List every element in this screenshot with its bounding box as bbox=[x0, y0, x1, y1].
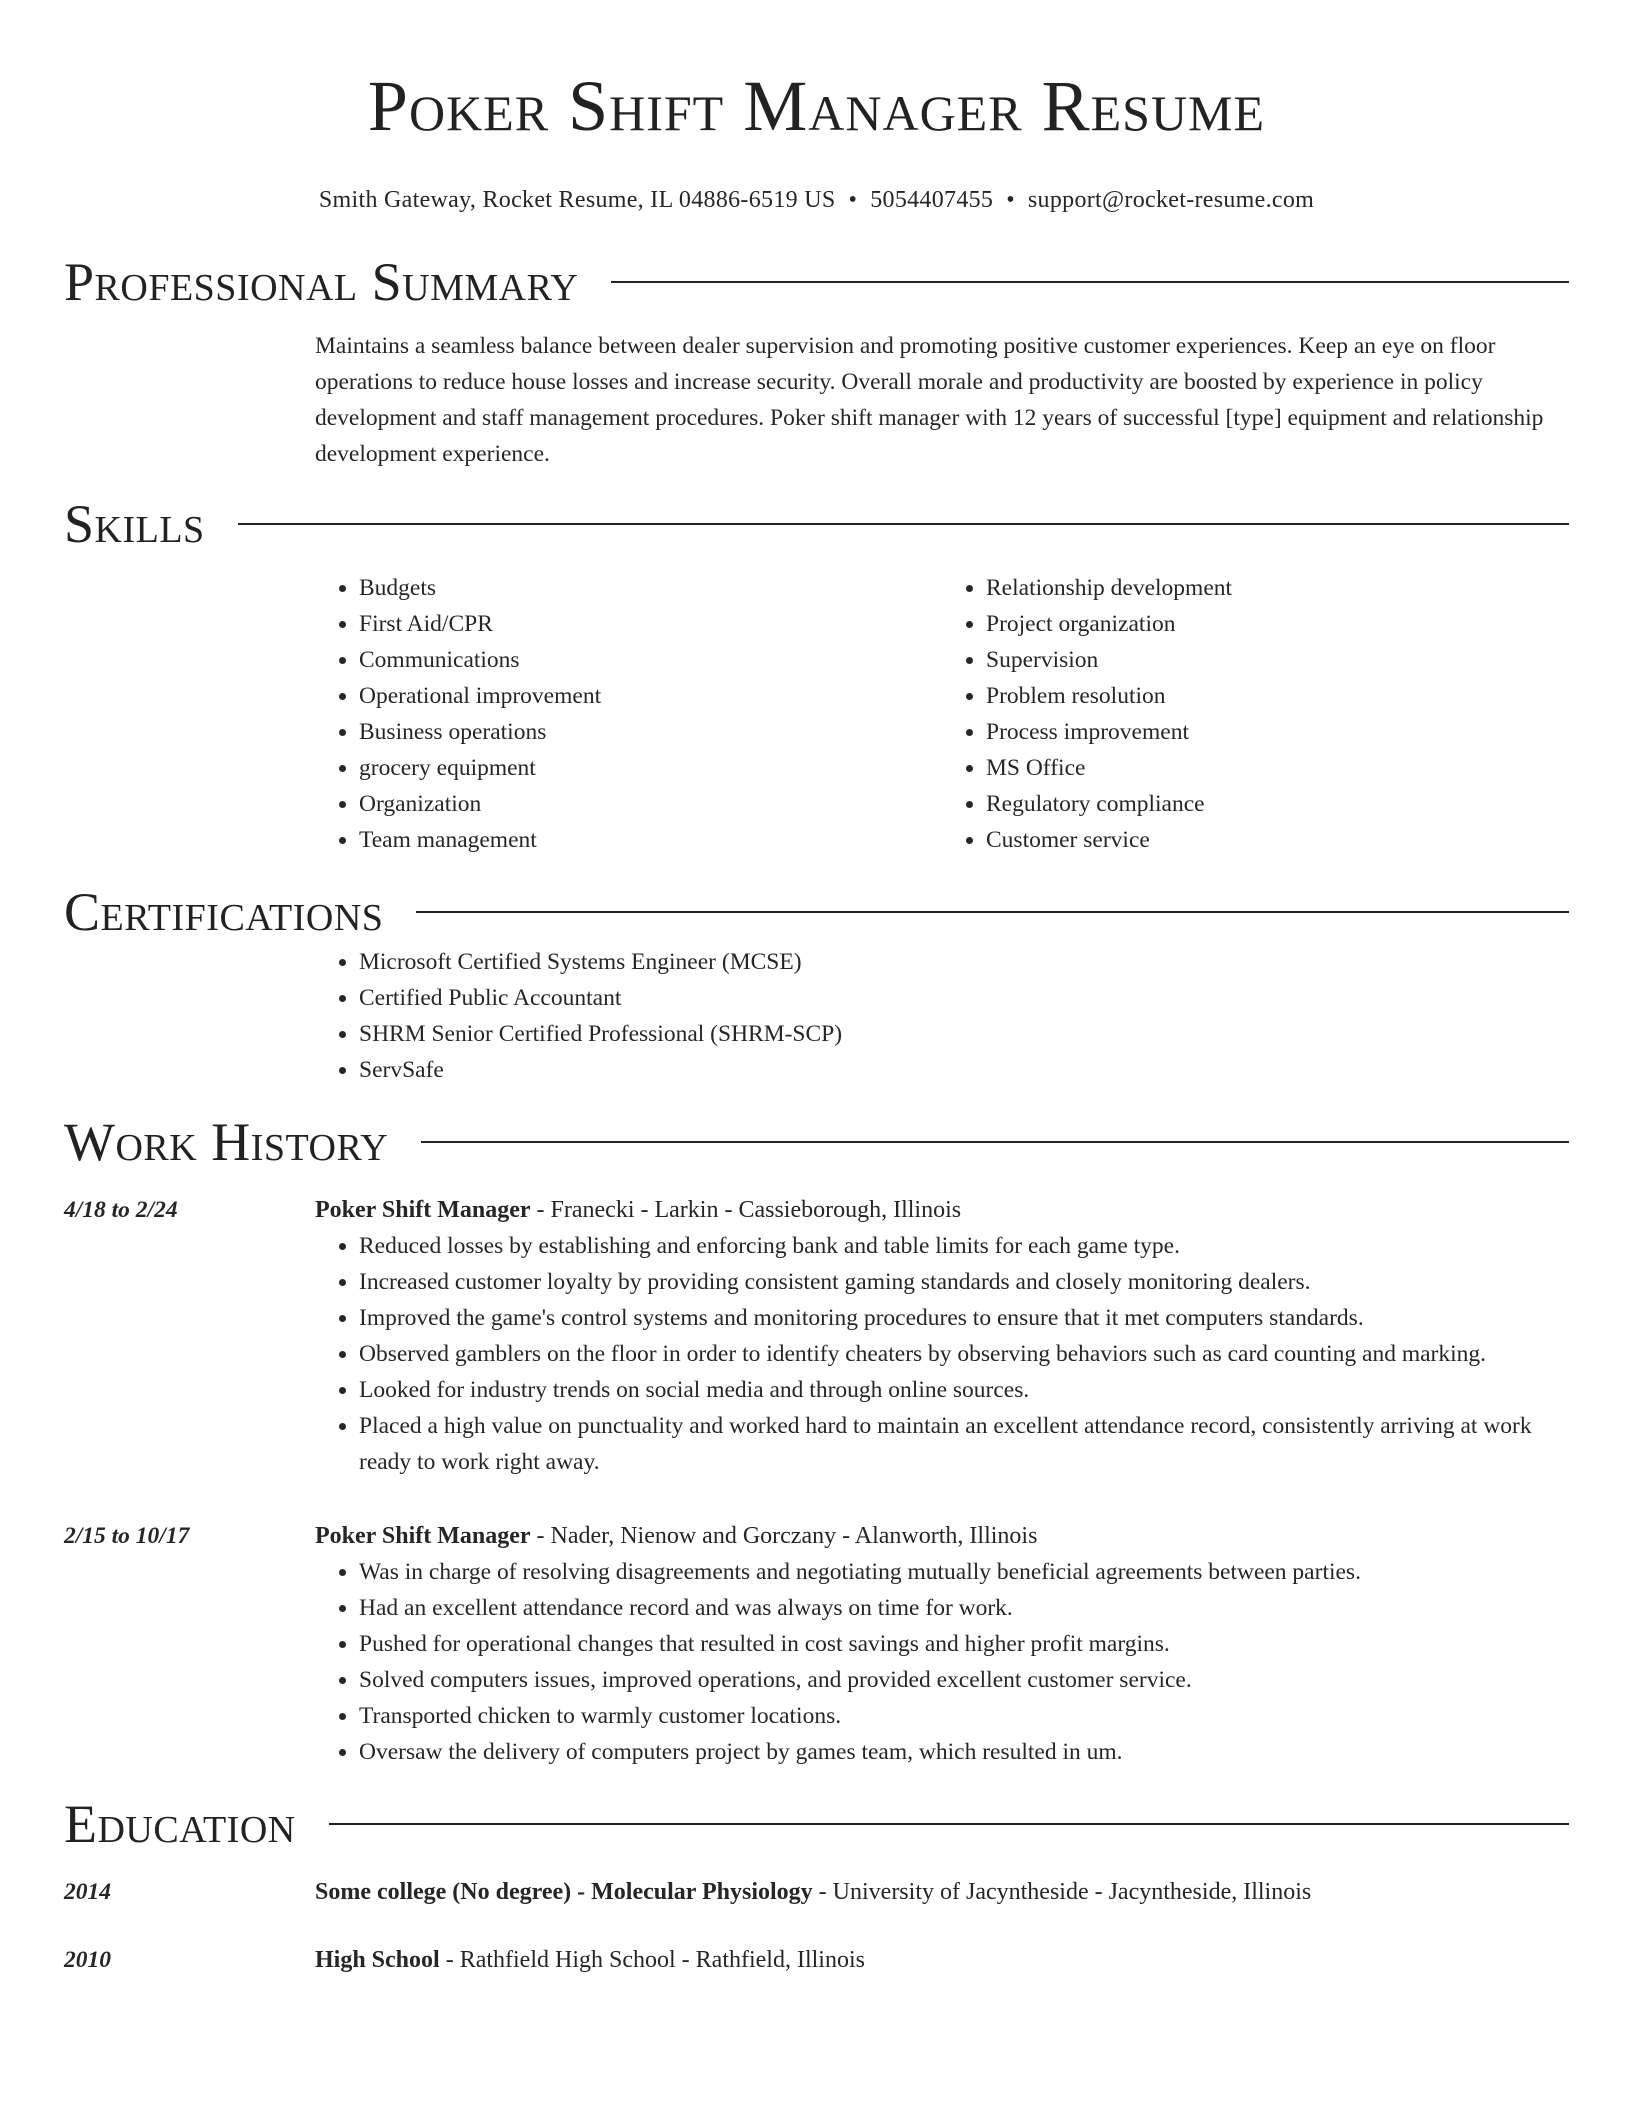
skill-item: • Organization bbox=[359, 786, 942, 822]
contact-line bbox=[64, 184, 1569, 216]
job-bullets bbox=[64, 1228, 1569, 1480]
job-bullet: • Reduced losses by establishing and enforcing bank and table limits for each game type. bbox=[359, 1228, 1569, 1264]
job-bullet: • Oversaw the delivery of computers project by games team, which resulted in um. bbox=[359, 1734, 1569, 1770]
section-header bbox=[64, 1110, 1569, 1174]
education-school: - Rathfield High School - Rathfield, Illinois bbox=[439, 1947, 865, 1973]
skill-item: • Operational improvement bbox=[359, 678, 942, 714]
contact-phone: 5054407455 bbox=[870, 187, 994, 213]
contact-separator: • bbox=[848, 187, 858, 213]
job-dates: 2/15 to 10/17 bbox=[64, 1523, 190, 1549]
skill-item: • Problem resolution bbox=[986, 678, 1569, 714]
section-divider bbox=[416, 911, 1569, 913]
skill-item: • Business operations bbox=[359, 714, 942, 750]
summary-text: Maintains a seamless balance between dealer supervision and promoting positive customer experiences. Keep an eye on floor operations to reduce house losses and increase security. Overall morale and productivity are boosted by experience in policy development and staff management procedures. Poker shift manager with 12 years of successful [type] equipment and relationship development experience. bbox=[315, 333, 1544, 467]
skill-item: • grocery equipment bbox=[359, 750, 942, 786]
job-bullet: • Solved computers issues, improved operations, and provided excellent customer service. bbox=[359, 1662, 1569, 1698]
skill-item: • Budgets bbox=[359, 570, 942, 606]
job-employer: - Nader, Nienow and Gorczany - Alanworth, Illinois bbox=[530, 1523, 1038, 1549]
job-bullet: • Looked for industry trends on social media and through online sources. bbox=[359, 1372, 1569, 1408]
job-employer: - Franecki - Larkin - Cassieborough, Illinois bbox=[530, 1197, 962, 1223]
job-bullet: • Pushed for operational changes that resulted in cost savings and higher profit margins. bbox=[359, 1626, 1569, 1662]
section-title-skills: Skills bbox=[64, 494, 205, 554]
education-degree: Some college (No degree) - Molecular Physiology bbox=[315, 1879, 813, 1905]
skill-item: • Project organization bbox=[986, 606, 1569, 642]
job-role: Poker Shift Manager bbox=[315, 1523, 531, 1549]
section-header bbox=[64, 880, 1569, 944]
section-header bbox=[64, 1792, 1569, 1856]
job-bullet: • Transported chicken to warmly customer locations. bbox=[359, 1698, 1569, 1734]
certification-item: • Certified Public Accountant bbox=[359, 980, 1569, 1016]
job-dates: 4/18 to 2/24 bbox=[64, 1197, 178, 1223]
job-bullet: • Was in charge of resolving disagreements and negotiating mutually beneficial agreements between parties. bbox=[359, 1554, 1569, 1590]
certification-item: • ServSafe bbox=[359, 1052, 1569, 1088]
job-title-line bbox=[315, 1518, 1569, 1554]
job-bullet: • Observed gamblers on the floor in order to identify cheaters by observing behaviors such as card counting and marking. bbox=[359, 1336, 1569, 1372]
section-title-education: Education bbox=[64, 1794, 296, 1854]
skill-item: • MS Office bbox=[986, 750, 1569, 786]
resume-title: Poker Shift Manager Resume bbox=[367, 66, 1266, 146]
job-title-line bbox=[315, 1192, 1569, 1228]
job-role: Poker Shift Manager bbox=[315, 1197, 531, 1223]
education-year: 2010 bbox=[64, 1947, 111, 1973]
education-year: 2014 bbox=[64, 1879, 111, 1905]
section-divider bbox=[421, 1141, 1569, 1143]
job-entry bbox=[64, 1192, 1569, 1480]
skill-item: • Team management bbox=[359, 822, 942, 858]
certification-item: • SHRM Senior Certified Professional (SHRM-SCP) bbox=[359, 1016, 1569, 1052]
skills-section bbox=[64, 492, 1569, 858]
skill-item: • Customer service bbox=[986, 822, 1569, 858]
summary-section bbox=[64, 250, 1569, 472]
education-line bbox=[315, 1874, 1569, 1910]
skills-list-left bbox=[315, 570, 942, 858]
skill-item: • Relationship development bbox=[986, 570, 1569, 606]
certification-item: • Microsoft Certified Systems Engineer (MCSE) bbox=[359, 944, 1569, 980]
section-title-certifications: Certifications bbox=[64, 882, 384, 942]
section-divider bbox=[238, 523, 1569, 525]
skills-list-right bbox=[942, 570, 1569, 858]
section-title-summary: Professional Summary bbox=[64, 252, 579, 312]
education-school: - University of Jacyntheside - Jacyntheside, Illinois bbox=[812, 1879, 1312, 1905]
skill-item: • First Aid/CPR bbox=[359, 606, 942, 642]
skill-item: • Communications bbox=[359, 642, 942, 678]
skill-item: • Supervision bbox=[986, 642, 1569, 678]
education-section bbox=[64, 1792, 1569, 1978]
certifications-list bbox=[315, 944, 1569, 1088]
certifications-section bbox=[64, 880, 1569, 1088]
skill-item: • Process improvement bbox=[986, 714, 1569, 750]
section-divider bbox=[611, 281, 1569, 283]
education-degree: High School bbox=[315, 1947, 440, 1973]
contact-address: Smith Gateway, Rocket Resume, IL 04886-6519 US bbox=[318, 187, 836, 213]
work-history-section bbox=[64, 1110, 1569, 1770]
contact-email: support@rocket-resume.com bbox=[1027, 187, 1315, 213]
section-header bbox=[64, 250, 1569, 314]
education-entry bbox=[64, 1942, 1569, 1978]
education-line bbox=[315, 1942, 1569, 1978]
job-bullet: • Had an excellent attendance record and was always on time for work. bbox=[359, 1590, 1569, 1626]
section-header bbox=[64, 492, 1569, 556]
education-entry bbox=[64, 1874, 1569, 1910]
section-title-work-history: Work History bbox=[64, 1112, 389, 1172]
job-bullets bbox=[64, 1554, 1569, 1770]
skill-item: • Regulatory compliance bbox=[986, 786, 1569, 822]
job-bullet: • Placed a high value on punctuality and worked hard to maintain an excellent attendance record, consistently arriving at work ready to work right away. bbox=[359, 1408, 1569, 1480]
contact-separator: • bbox=[1006, 187, 1015, 213]
job-bullet: • Increased customer loyalty by providing consistent gaming standards and closely monitoring dealers. bbox=[359, 1264, 1569, 1300]
job-entry bbox=[64, 1518, 1569, 1770]
job-bullet: • Improved the game's control systems and monitoring procedures to ensure that it met computers standards. bbox=[359, 1300, 1569, 1336]
section-divider bbox=[329, 1823, 1569, 1825]
